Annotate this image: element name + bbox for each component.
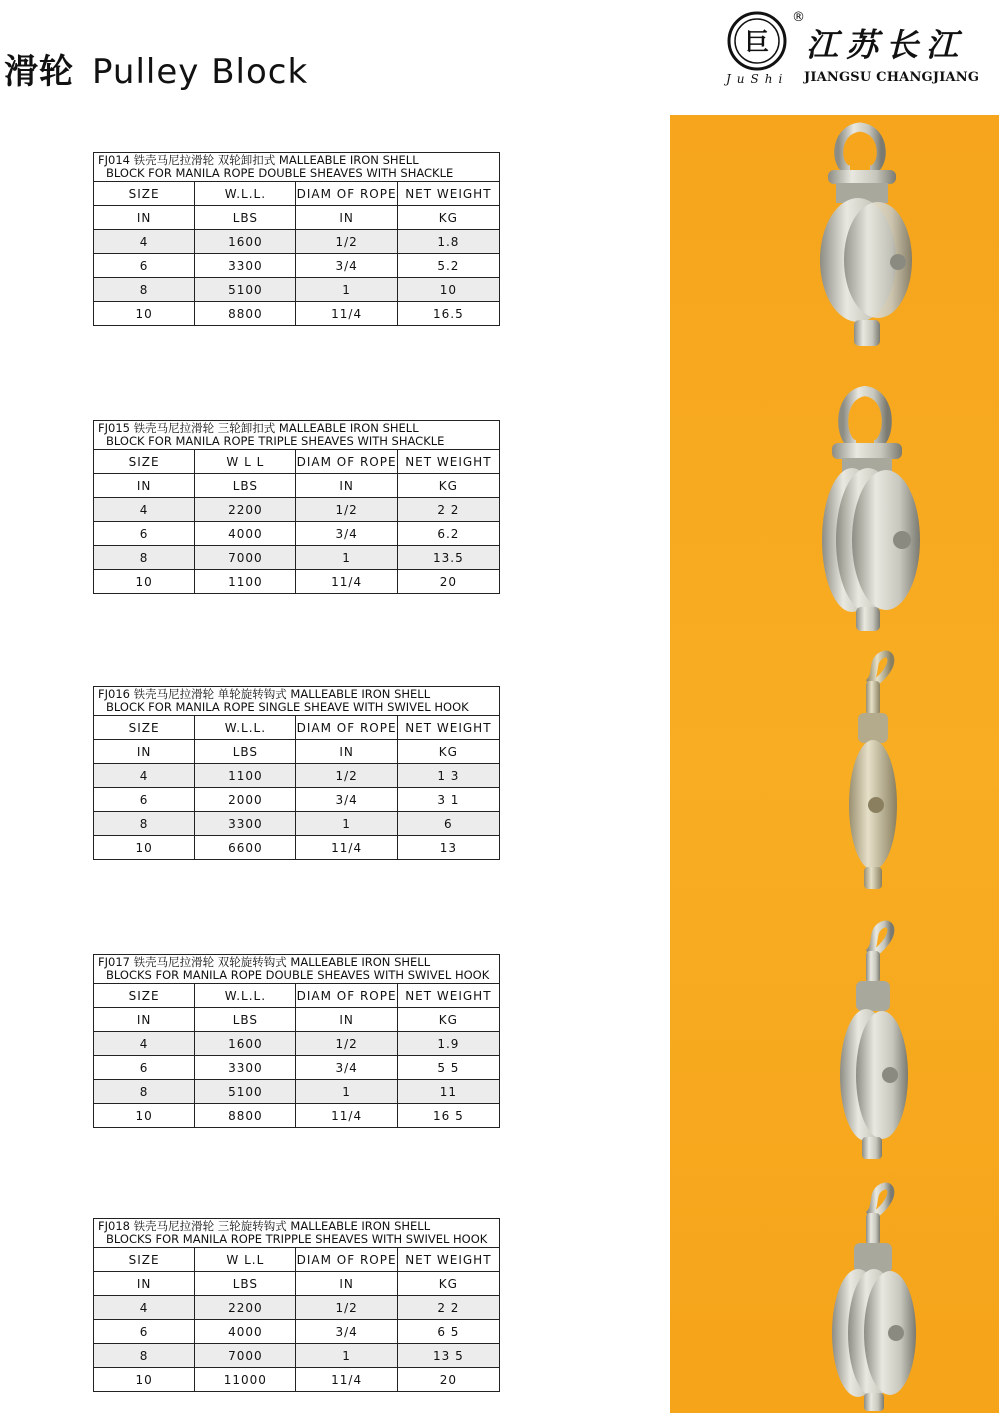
cell-wll: W L L [195, 450, 296, 474]
cell-weight: 11 [397, 1080, 499, 1104]
cell-wll: 2000 [195, 788, 296, 812]
cell-size: 6 [94, 1056, 195, 1080]
cell-wll: 2200 [195, 1296, 296, 1320]
spec-table-title [94, 421, 499, 450]
brand-name-cn: 江苏长江 [806, 26, 967, 64]
cell-wll: 5100 [195, 278, 296, 302]
cell-weight: 2 2 [397, 498, 499, 522]
table-row [94, 254, 499, 278]
cell-weight: NET WEIGHT [405, 1252, 492, 1267]
cell-rope: DIAM OF ROPE [296, 716, 397, 740]
spec-table-title [94, 153, 499, 182]
brand-jushi: JuShi [726, 72, 789, 86]
cell-wll: 11000 [195, 1368, 296, 1392]
cell-rope: 1/2 [296, 764, 397, 788]
cell-wll: 4000 [195, 522, 296, 546]
spec-table [93, 954, 500, 1128]
table-row [94, 546, 499, 570]
cell-wll: 5100 [195, 1080, 296, 1104]
cell-size: IN [94, 474, 195, 498]
cell-size: 4 [94, 1296, 195, 1320]
table-row [94, 230, 499, 254]
cell-weight: 3 1 [397, 788, 499, 812]
unit-row [94, 1008, 499, 1032]
table-row [94, 1344, 499, 1368]
cell-wll: 7000 [195, 546, 296, 570]
cell-weight: KG [397, 740, 499, 764]
spec-table-title [94, 955, 499, 984]
cell-rope: 11/4 [296, 1104, 397, 1128]
cell-rope: 3/4 [296, 1320, 397, 1344]
header-row [94, 182, 499, 206]
cell-rope: IN [296, 206, 397, 230]
spec-title-line1: FJ017 铁壳马尼拉滑轮 双轮旋转钩式 MALLEABLE IRON SHELL [98, 955, 431, 969]
brand-name-en: JIANGSU CHANGJIANG [804, 70, 980, 85]
cell-rope: IN [296, 474, 397, 498]
table-row [94, 302, 499, 326]
cell-rope: IN [296, 1272, 397, 1296]
cell-rope: 3/4 [296, 254, 397, 278]
cell-wll: 2200 [195, 498, 296, 522]
cell-rope: 1/2 [296, 1296, 397, 1320]
unit-row [94, 1272, 499, 1296]
cell-wll: 3300 [195, 254, 296, 278]
page-title-en: Pulley Block [92, 52, 309, 92]
cell-weight: 16 5 [397, 1104, 499, 1128]
cell-size: SIZE [94, 984, 195, 1008]
cell-weight: KG [397, 1272, 499, 1296]
table-row [94, 1080, 499, 1104]
cell-size: 4 [94, 230, 195, 254]
cell-size: SIZE [94, 182, 195, 206]
spec-table-title [94, 687, 499, 716]
header-row [94, 716, 499, 740]
cell-wll: LBS [195, 474, 296, 498]
cell-rope: 11/4 [296, 1368, 397, 1392]
single-sheave-swivel-hook-block-icon [849, 654, 897, 889]
spec-table [93, 686, 500, 860]
cell-weight: 16.5 [397, 302, 499, 326]
cell-weight: NET WEIGHT [405, 186, 492, 201]
table-row [94, 278, 499, 302]
cell-size: 8 [94, 1344, 195, 1368]
cell-rope: IN [296, 1008, 397, 1032]
header-row [94, 1248, 499, 1272]
triple-sheave-swivel-hook-block-icon [832, 1186, 916, 1411]
cell-rope: 1/2 [296, 230, 397, 254]
spec-title-line2: BLOCK FOR MANILA ROPE SINGLE SHEAVE WITH SWIVEL HOOK [106, 700, 469, 714]
cell-wll: 1600 [195, 1032, 296, 1056]
cell-size: 4 [94, 764, 195, 788]
table-row [94, 788, 499, 812]
cell-weight: 10 [397, 278, 499, 302]
cell-weight: 5 5 [397, 1056, 499, 1080]
cell-size: 8 [94, 812, 195, 836]
cell-wll: 1600 [195, 230, 296, 254]
cell-size: 8 [94, 278, 195, 302]
cell-rope: 1 [296, 812, 397, 836]
cell-size: SIZE [94, 450, 195, 474]
spec-table [93, 1218, 500, 1392]
cell-rope: 1/2 [296, 498, 397, 522]
table-row [94, 836, 499, 860]
cell-size: SIZE [94, 716, 195, 740]
table-row [94, 522, 499, 546]
cell-wll: 1100 [195, 764, 296, 788]
cell-rope: DIAM OF ROPE [296, 1248, 397, 1272]
cell-wll: 3300 [195, 812, 296, 836]
cell-weight: KG [397, 1008, 499, 1032]
cell-size: SIZE [94, 1248, 195, 1272]
cell-wll: W.L.L. [195, 984, 296, 1008]
table-row [94, 1032, 499, 1056]
cell-weight: 5.2 [397, 254, 499, 278]
cell-size: 8 [94, 546, 195, 570]
unit-row [94, 474, 499, 498]
table-row [94, 812, 499, 836]
cell-size: 8 [94, 1080, 195, 1104]
cell-weight: 1.8 [397, 230, 499, 254]
registered-mark: ® [792, 10, 805, 25]
product-illustrations [670, 115, 999, 1413]
cell-rope: 1 [296, 546, 397, 570]
cell-weight: 13 [397, 836, 499, 860]
cell-size: IN [94, 206, 195, 230]
cell-wll: W.L.L. [195, 716, 296, 740]
cell-rope: IN [296, 740, 397, 764]
cell-weight: NET WEIGHT [405, 720, 492, 735]
spec-title-line1: FJ016 铁壳马尼拉滑轮 单轮旋转钩式 MALLEABLE IRON SHELL [98, 687, 431, 701]
cell-rope: DIAM OF ROPE [296, 984, 397, 1008]
page-title-cn: 滑轮 [4, 52, 74, 92]
cell-size: 6 [94, 254, 195, 278]
cell-wll: 3300 [195, 1056, 296, 1080]
cell-size: 10 [94, 1368, 195, 1392]
cell-size: IN [94, 1008, 195, 1032]
table-row [94, 498, 499, 522]
table-row [94, 1320, 499, 1344]
cell-weight: NET WEIGHT [405, 988, 492, 1003]
table-row [94, 1368, 499, 1392]
cell-rope: DIAM OF ROPE [296, 182, 397, 206]
cell-wll: 8800 [195, 302, 296, 326]
cell-weight: 6 5 [397, 1320, 499, 1344]
cell-size: 6 [94, 788, 195, 812]
cell-wll: W L.L [195, 1248, 296, 1272]
cell-weight: KG [397, 206, 499, 230]
spec-title-line2: BLOCK FOR MANILA ROPE DOUBLE SHEAVES WITH SHACKLE [106, 166, 454, 180]
cell-size: 6 [94, 1320, 195, 1344]
cell-weight: NET WEIGHT [405, 454, 492, 469]
cell-wll: 8800 [195, 1104, 296, 1128]
cell-wll: 1100 [195, 570, 296, 594]
cell-size: 10 [94, 1104, 195, 1128]
cell-rope: 1 [296, 278, 397, 302]
cell-weight: 1.9 [397, 1032, 499, 1056]
cell-wll: LBS [195, 1008, 296, 1032]
double-sheave-shackle-block-icon [820, 127, 912, 346]
double-sheave-swivel-hook-block-icon [840, 924, 908, 1159]
spec-title-line1: FJ014 铁壳马尼拉滑轮 双轮卸扣式 MALLEABLE IRON SHELL [98, 153, 419, 167]
table-row [94, 1104, 499, 1128]
table-row [94, 570, 499, 594]
cell-size: IN [94, 1272, 195, 1296]
triple-sheave-shackle-block-icon [822, 391, 920, 631]
cell-weight: KG [397, 474, 499, 498]
page-title [4, 44, 308, 93]
spec-title-line1: FJ018 铁壳马尼拉滑轮 三轮旋转钩式 MALLEABLE IRON SHELL [98, 1219, 431, 1233]
cell-rope: 1 [296, 1344, 397, 1368]
cell-weight: 20 [397, 570, 499, 594]
spec-title-line2: BLOCKS FOR MANILA ROPE DOUBLE SHEAVES WITH SWIVEL HOOK [106, 968, 490, 982]
unit-row [94, 740, 499, 764]
cell-size: 4 [94, 498, 195, 522]
cell-rope: 11/4 [296, 836, 397, 860]
table-row [94, 1056, 499, 1080]
cell-weight: 20 [397, 1368, 499, 1392]
cell-rope: 1/2 [296, 1032, 397, 1056]
cell-weight: 1 3 [397, 764, 499, 788]
cell-size: 10 [94, 570, 195, 594]
cell-weight: 2 2 [397, 1296, 499, 1320]
cell-wll: W.L.L. [195, 182, 296, 206]
cell-wll: 4000 [195, 1320, 296, 1344]
jushi-seal-icon [726, 10, 788, 72]
cell-rope: 3/4 [296, 522, 397, 546]
cell-weight: 6.2 [397, 522, 499, 546]
spec-title-line1: FJ015 铁壳马尼拉滑轮 三轮卸扣式 MALLEABLE IRON SHELL [98, 421, 419, 435]
cell-weight: 6 [397, 812, 499, 836]
table-row [94, 764, 499, 788]
spec-table [93, 152, 500, 326]
cell-size: IN [94, 740, 195, 764]
cell-wll: 7000 [195, 1344, 296, 1368]
cell-rope: DIAM OF ROPE [296, 450, 397, 474]
cell-size: 10 [94, 302, 195, 326]
cell-size: 6 [94, 522, 195, 546]
spec-title-line2: BLOCKS FOR MANILA ROPE TRIPPLE SHEAVES WITH SWIVEL HOOK [106, 1232, 488, 1246]
cell-size: 4 [94, 1032, 195, 1056]
cell-rope: 1 [296, 1080, 397, 1104]
svg-text:巨: 巨 [745, 27, 769, 56]
cell-wll: LBS [195, 740, 296, 764]
spec-table-title [94, 1219, 499, 1248]
cell-rope: 3/4 [296, 1056, 397, 1080]
unit-row [94, 206, 499, 230]
brand-logo [722, 10, 992, 102]
header-row [94, 450, 499, 474]
cell-rope: 11/4 [296, 302, 397, 326]
cell-weight: 13.5 [397, 546, 499, 570]
cell-wll: LBS [195, 1272, 296, 1296]
cell-wll: 6600 [195, 836, 296, 860]
spec-title-line2: BLOCK FOR MANILA ROPE TRIPLE SHEAVES WITH SHACKLE [106, 434, 445, 448]
header-row [94, 984, 499, 1008]
cell-size: 10 [94, 836, 195, 860]
cell-weight: 13 5 [397, 1344, 499, 1368]
table-row [94, 1296, 499, 1320]
spec-table [93, 420, 500, 594]
cell-wll: LBS [195, 206, 296, 230]
cell-rope: 3/4 [296, 788, 397, 812]
cell-rope: 11/4 [296, 570, 397, 594]
